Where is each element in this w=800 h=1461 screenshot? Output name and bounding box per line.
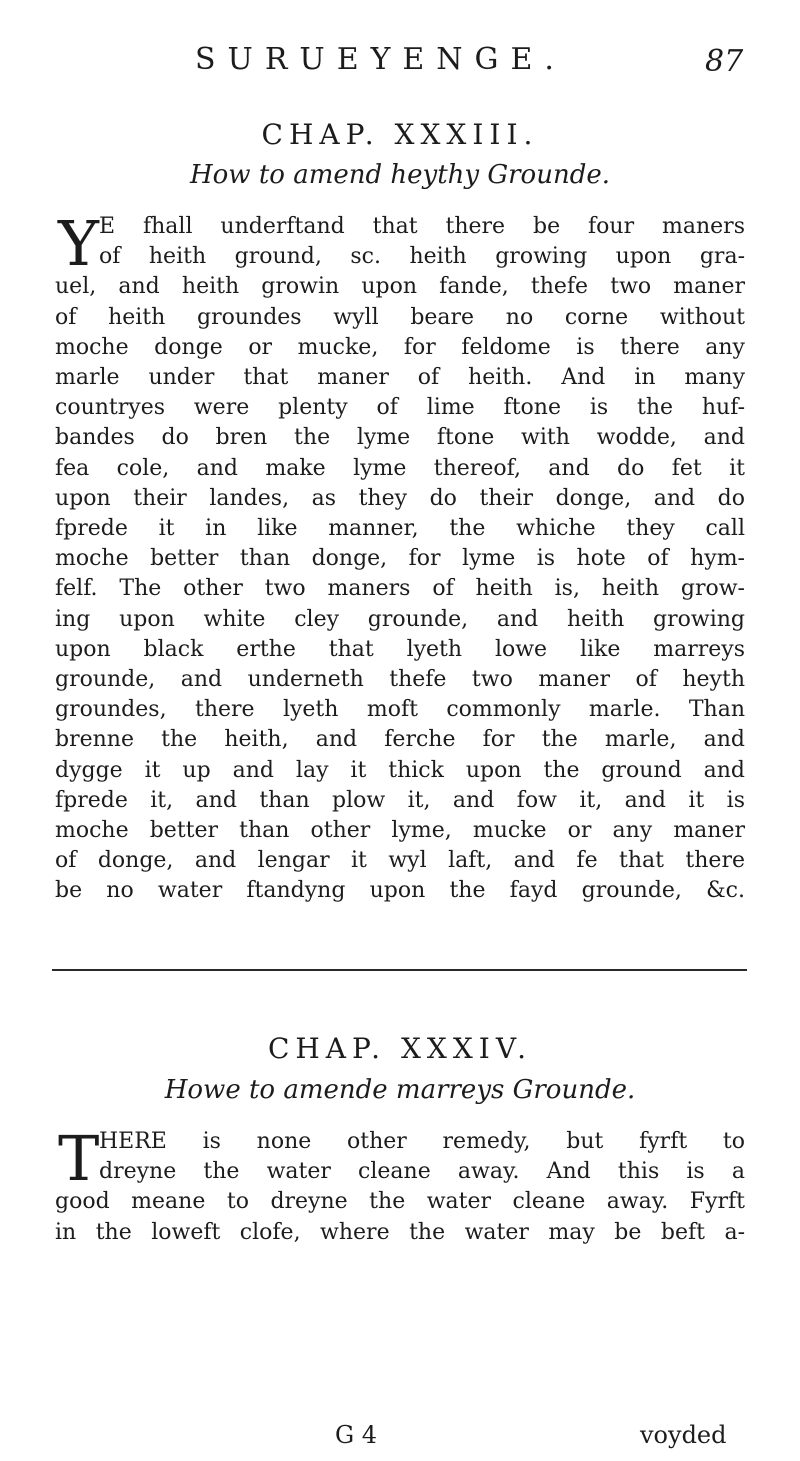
text-line: moche donge or mucke, for feldome is there any xyxy=(55,334,745,360)
chapter-34-subtitle: Howe to amende marreys Grounde. xyxy=(164,1075,636,1105)
running-title: SURUEYENGE. xyxy=(195,42,566,77)
text-line: countryes were plenty of lime ftone is the huf- xyxy=(55,395,745,421)
text-line: dygge it up and lay it thick upon the ground and xyxy=(55,757,745,783)
text-line: of heith ground, sc. heith growing upon gra- xyxy=(99,244,745,270)
text-line: good meane to dreyne the water cleane away. Fyrft xyxy=(55,1189,745,1215)
text-line: felf. The other two maners of heith is, heith grow- xyxy=(55,576,745,602)
text-line: grounde, and underneth thefe two maner of heyth xyxy=(55,667,745,693)
chapter-33-heading: CHAP. XXXIII. xyxy=(261,118,539,151)
text-line: of heith groundes wyll beare no corne without xyxy=(55,304,745,330)
text-line: HERE is none other remedy, but fyrft to xyxy=(99,1129,745,1154)
text-line: of donge, and lengar it wyl laft, and fe that there xyxy=(55,848,745,874)
text-line: fea cole, and make lyme thereof, and do fet it xyxy=(55,455,745,481)
text-line: marle under that maner of heith. And in many xyxy=(55,365,745,391)
text-line: upon black erthe that lyeth lowe like marreys xyxy=(55,636,745,662)
text-line: be no water ftandyng upon the fayd grounde, &c. xyxy=(55,878,745,904)
text-line: bandes do bren the lyme ftone with wodde, and xyxy=(55,425,745,451)
text-line: groundes, there lyeth moft commonly marle. Than xyxy=(55,697,745,723)
text-line: E fhall underftand that there be four maners xyxy=(99,214,745,239)
chapter-33-subtitle: How to amend heythy Grounde. xyxy=(189,160,610,190)
text-line: brenne the heith, and ferche for the marle, and xyxy=(55,727,745,753)
chapter-33-body xyxy=(55,207,745,907)
text-line: fprede it, and than plow it, and fow it, and it is xyxy=(55,787,745,813)
text-line: fprede it in like manner, the whiche they call xyxy=(55,516,745,542)
text-line: uel, and heith growin upon fande, thefe two maner xyxy=(55,274,745,300)
text-line: moche better than donge, for lyme is hote of hym- xyxy=(55,546,745,572)
text-line: moche better than other lyme, mucke or any maner xyxy=(55,818,745,844)
signature-mark: G 4 xyxy=(335,1421,378,1449)
chapter-34-heading: CHAP. XXXIV. xyxy=(267,1032,533,1065)
chapter-33-drop-cap: Y xyxy=(58,207,99,280)
chapter-34-body xyxy=(55,1122,745,1248)
page-number: 87 xyxy=(705,44,744,79)
chapter-34-drop-cap: T xyxy=(58,1122,100,1195)
catchword: voyded xyxy=(640,1421,727,1449)
text-line: ing upon white cley grounde, and heith growing xyxy=(55,606,745,632)
text-line: in the loweft clofe, where the water may be beft a- xyxy=(55,1219,745,1245)
section-divider xyxy=(52,969,747,971)
text-line: upon their landes, as they do their donge, and do xyxy=(55,485,745,511)
text-line: dreyne the water cleane away. And this is a xyxy=(99,1159,745,1185)
